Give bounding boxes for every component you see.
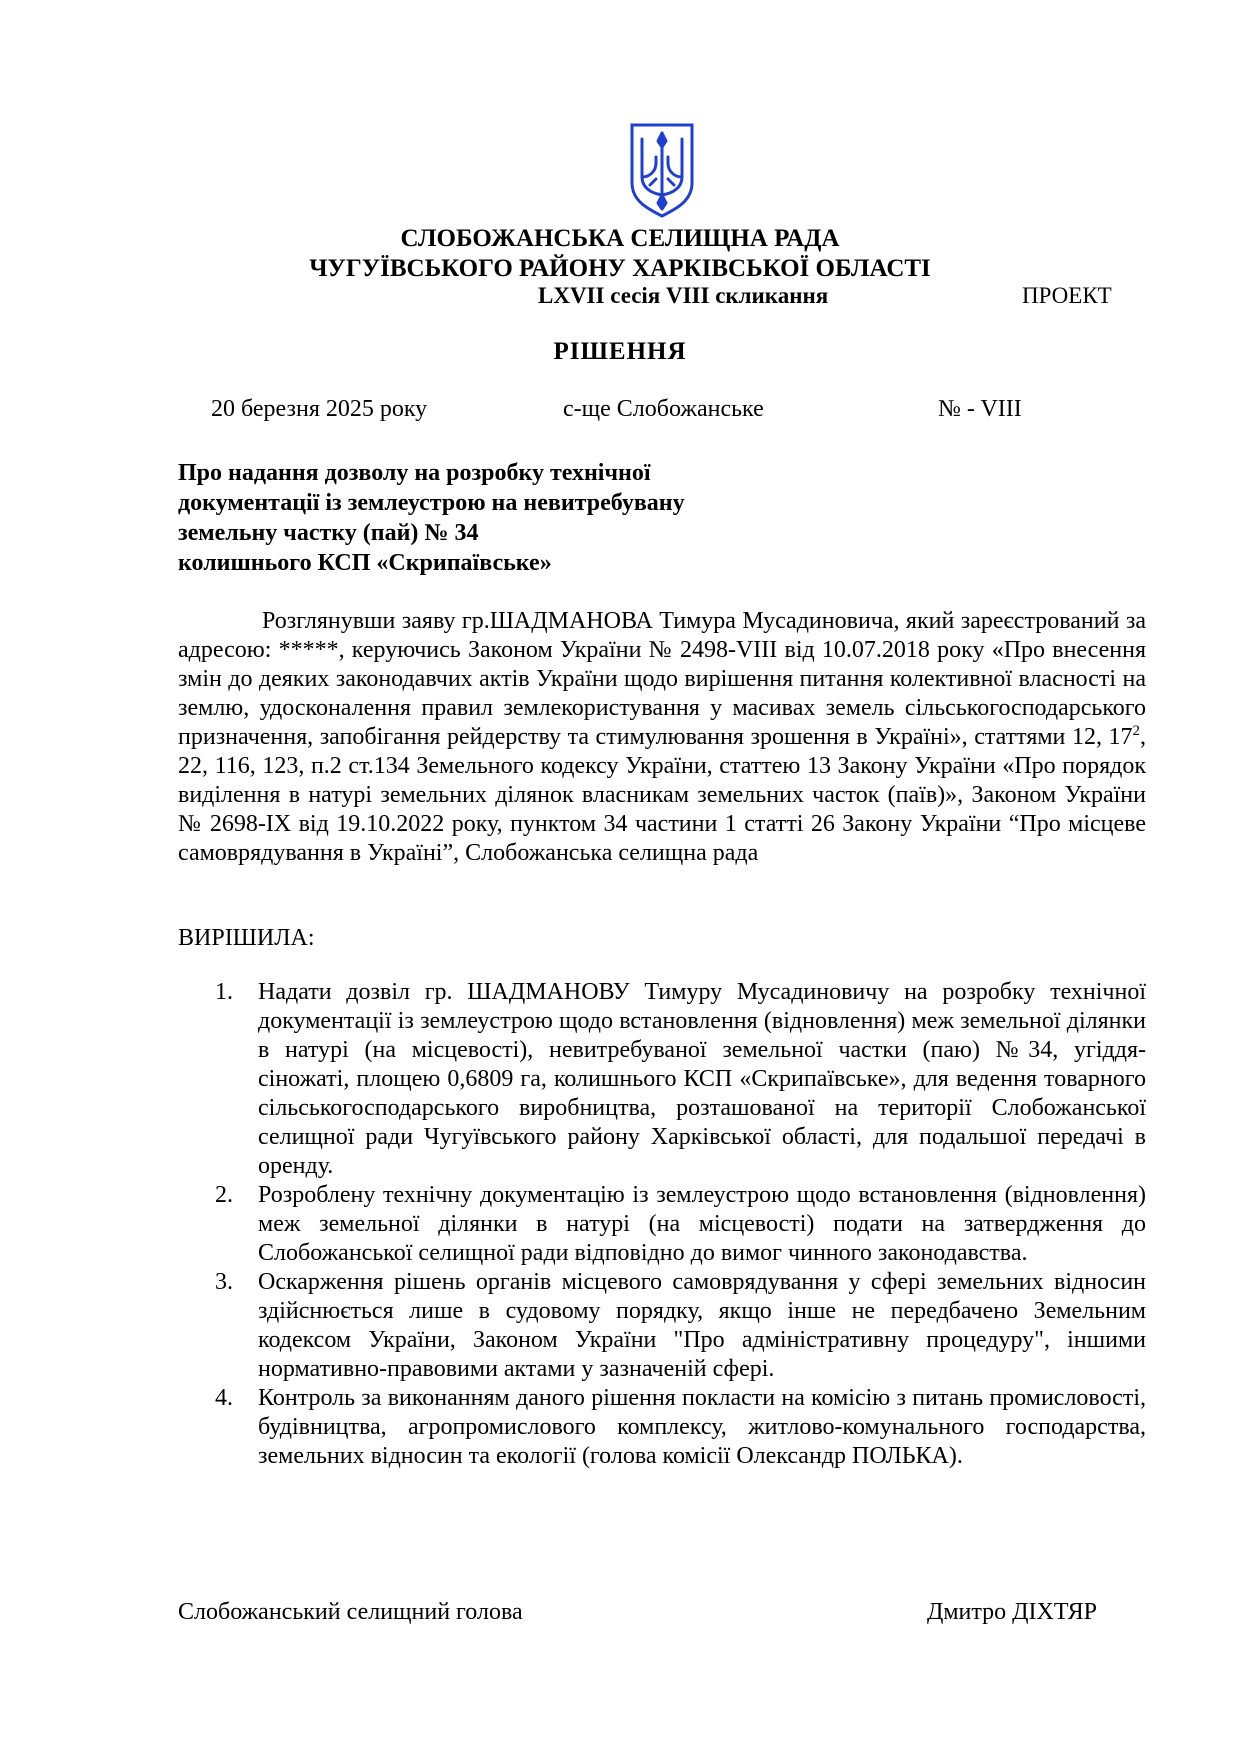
list-item [178,1268,1146,1384]
subject-line: колишнього КСП «Скрипаївське» [178,550,552,576]
preamble-superscript: 2 [1132,723,1140,739]
item-text: Оскарження рішень органів місцевого самоврядування у сфері земельних відносин здійснюється лише в судовому порядку, якщо інше не передбачено Земельним кодексом України, Законом України "Про адміністративну процедуру", іншими нормативно-правовими актами у зазначеній сфері. [258,1269,1146,1382]
item-number: 1. [215,979,233,1005]
district-region-name: ЧУГУЇВСЬКОГО РАЙОНУ ХАРКІВСЬКОЇ ОБЛАСТІ [309,255,931,282]
list-item [178,978,1146,1181]
document-title: РІШЕННЯ [553,338,687,365]
item-text: Контроль за виконанням даного рішення покласти на комісію з питань промисловості, будівництва, агропромислового комплексу, житлово-комунального господарства, земельних відносин та екології (голова комісії Олександр ПОЛЬКА). [258,1385,1146,1469]
preamble-paragraph [178,607,1146,868]
preamble-text: Розглянувши заяву гр.ШАДМАНОВА Тимура Мусадиновича, який зареєстрований за адресою: *****, керуючись Законом України № 2498-VIII від 10.07.2018 року «Про внесення змін до деяких законодавчих актів України щодо вирішення питання колективної власності на землю, удосконалення правил землекористування у масивах земель сільськогосподарського призначення, запобігання рейдерству та стимулювання зрошення в Україні», статтями 12, 17 [178,608,1146,750]
list-item [178,1181,1146,1268]
list-item [178,1384,1146,1471]
subject-line: документації із землеустрою на невитребувану [178,490,685,516]
session-label: LXVII сесія VIII скликання [538,283,829,308]
subject-line: земельну частку (пай) № 34 [178,520,479,546]
item-number: 4. [215,1385,233,1411]
item-text: Розроблену технічну документацію із землеустрою щодо встановлення (відновлення) меж земельної ділянки в натурі (на місцевості) подати на затвердження до Слобожанської селищної ради відповідно до вимог чинного законодавства. [258,1182,1146,1266]
item-text: Надати дозвіл гр. ШАДМАНОВУ Тимуру Мусадиновичу на розробку технічної документації із землеустрою щодо встановлення (відновлення) меж земельної ділянки в натурі (на місцевості), невитребуваної земельної частки (паю) №34, угіддя- сіножаті, площею 0,6809 га, колишнього КСП «Скрипаївське», для ведення товарного сільськогосподарського виробництва, розташованої на території Слобожанської селищної ради Чугуївського району Харківської області, для подальшої передачі в оренду. [258,979,1146,1179]
decision-number: № - VIII [938,396,1022,422]
decision-subject [178,458,778,578]
decision-date: 20 березня 2025 року [211,396,428,422]
item-number: 3. [215,1269,233,1295]
preamble-text-continued: , 22, 116, 123, п.2 ст.134 Земельного кодексу України, статтею 13 Закону України «Про порядок виділення в натурі земельних ділянок власникам земельних часток (паїв)», Законом України № 2698-IX від 19.10.2022 року, пунктом 34 частини 1 статті 26 Закону України “Про місцеве самоврядування в Україні”, Слобожанська селищна рада [178,724,1146,866]
decision-place: с-ще Слобожанське [563,396,764,422]
project-label: ПРОЕКТ [1022,283,1112,308]
resolved-label: ВИРІШИЛА: [178,925,315,951]
decision-items-list [178,978,1146,1471]
signatory-position: Слобожанський селищний голова [178,1599,523,1625]
item-number: 2. [215,1182,233,1208]
ukraine-trident-emblem-icon [628,121,696,219]
council-name: СЛОБОЖАНСЬКА СЕЛИЩНА РАДА [400,225,840,252]
subject-line: Про надання дозволу на розробку технічної [178,460,651,486]
signatory-name: Дмитро ДІХТЯР [927,1599,1097,1625]
